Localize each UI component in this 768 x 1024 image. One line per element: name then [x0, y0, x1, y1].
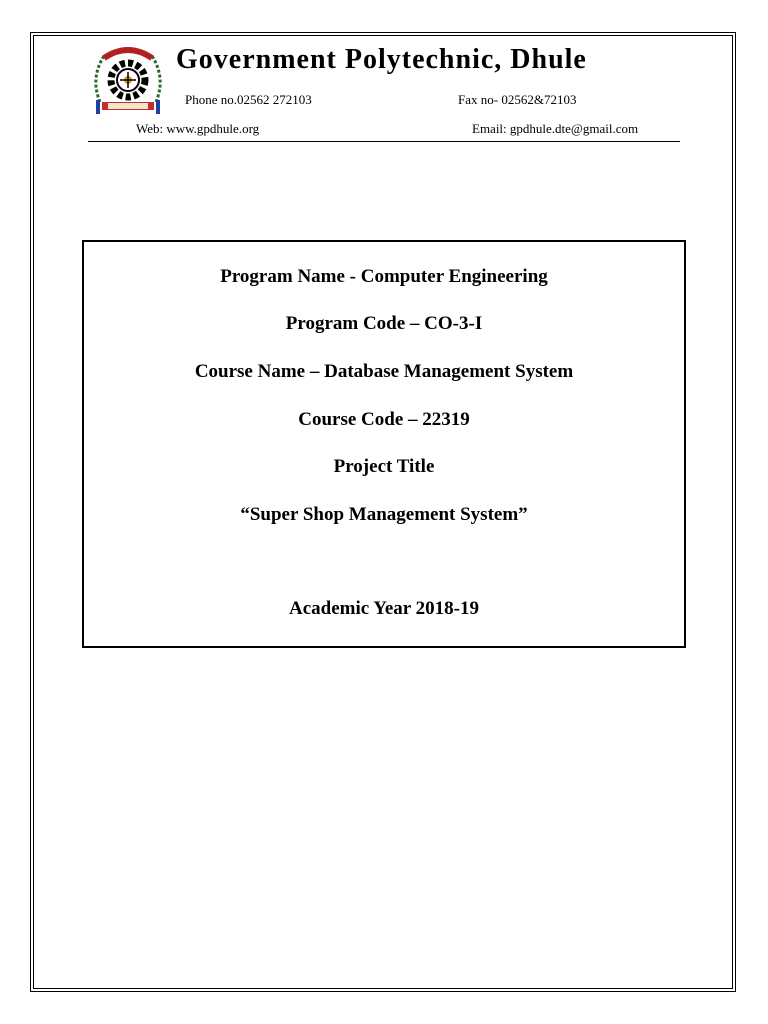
fax-number: Fax no- 02562&72103	[458, 92, 577, 107]
phone-number: Phone no.02562 272103	[185, 92, 312, 107]
program-name: Program Name - Computer Engineering	[220, 266, 548, 287]
college-name: Government Polytechnic, Dhule	[176, 44, 587, 75]
project-title: “Super Shop Management System”	[240, 504, 528, 525]
email-address: Email: gpdhule.dte@gmail.com	[472, 121, 639, 136]
program-code: Program Code – CO-3-I	[285, 313, 483, 334]
college-emblem-icon	[88, 40, 168, 116]
project-details-box	[82, 240, 686, 648]
project-title-label: Project Title	[333, 456, 435, 477]
website: Web: www.gpdhule.org	[136, 121, 260, 136]
course-code: Course Code – 22319	[298, 409, 470, 430]
course-name: Course Name – Database Management System	[194, 361, 574, 382]
academic-year: Academic Year 2018-19	[289, 598, 479, 619]
header-divider	[88, 141, 680, 142]
